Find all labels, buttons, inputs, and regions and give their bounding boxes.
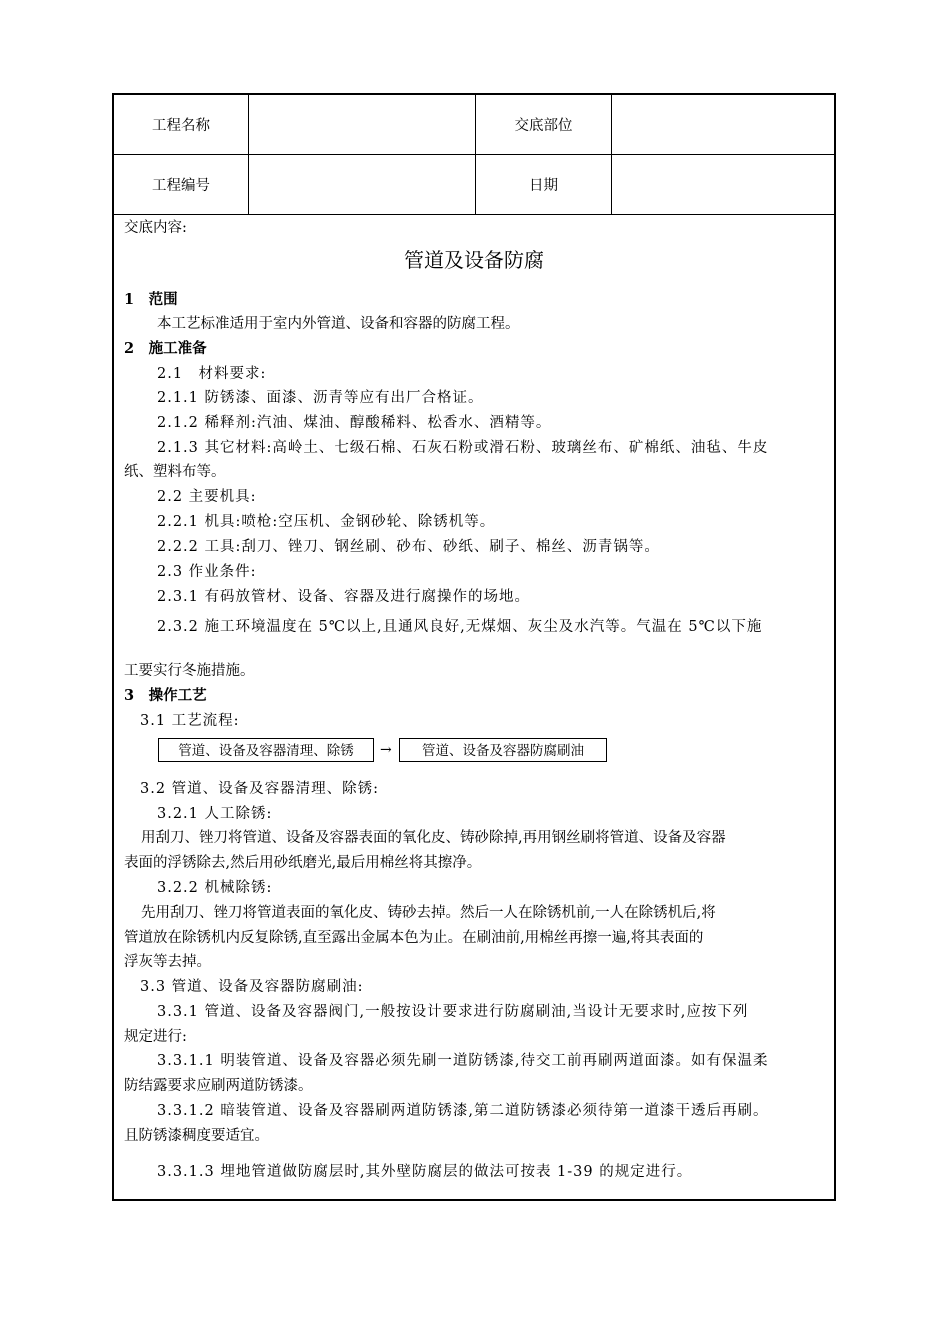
section-2-1-1: 2.1.1 防锈漆、面漆、沥青等应有出厂合格证。 bbox=[157, 390, 484, 406]
section-3-3-1-line2: 规定进行: bbox=[124, 1029, 187, 1045]
section-1-heading: 1 范围 bbox=[124, 291, 178, 308]
section-2-2-1: 2.2.1 机具:喷枪:空压机、金钢砂轮、除锈机等。 bbox=[157, 514, 496, 530]
flow-arrow-icon: → bbox=[380, 742, 392, 758]
project-no-field[interactable] bbox=[249, 155, 476, 214]
section-2-1: 2.1 材料要求: bbox=[157, 366, 267, 382]
section-3-2-1: 3.2.1 人工除锈: bbox=[157, 806, 273, 822]
section-3-2-2-line3: 浮灰等去掉。 bbox=[124, 954, 211, 970]
section-2-heading: 2 施工准备 bbox=[124, 340, 207, 357]
flow-step-painting: 管道、设备及容器防腐刷油 bbox=[399, 738, 607, 762]
section-3-2-1-line2: 表面的浮锈除去,然后用砂纸磨光,最后用棉丝将其擦净。 bbox=[124, 855, 482, 871]
header-row-2 bbox=[114, 155, 834, 215]
section-3-2: 3.2 管道、设备及容器清理、除锈: bbox=[140, 781, 380, 797]
section-3-3-1-3: 3.3.1.3 埋地管道做防腐层时,其外壁防腐层的做法可按表 1-39 的规定进行。 bbox=[157, 1164, 693, 1180]
section-3-3-1-2-line1: 3.3.1.2 暗装管道、设备及容器刷两道防锈漆,第二道防锈漆必须待第一道漆干透后再刷。 bbox=[157, 1103, 769, 1119]
flow-step-cleaning: 管道、设备及容器清理、除锈 bbox=[158, 738, 374, 762]
project-name-field[interactable] bbox=[249, 95, 476, 154]
handover-form bbox=[112, 93, 836, 1201]
section-2-1-2: 2.1.2 稀释剂:汽油、煤油、醇酸稀料、松香水、酒精等。 bbox=[157, 415, 552, 431]
section-2-3: 2.3 作业条件: bbox=[157, 564, 257, 580]
section-3-2-2: 3.2.2 机械除锈: bbox=[157, 880, 273, 896]
date-label: 日期 bbox=[476, 155, 612, 214]
date-field[interactable] bbox=[612, 155, 834, 214]
section-2-1-3-line1: 2.1.3 其它材料:高岭土、七级石棉、石灰石粉或滑石粉、玻璃丝布、矿棉纸、油毡、牛皮 bbox=[157, 440, 769, 456]
section-2-3-2-line1: 2.3.2 施工环境温度在 5℃以上,且通风良好,无煤烟、灰尘及水汽等。气温在 5℃以下施 bbox=[157, 619, 763, 635]
section-2-1-3-line2: 纸、塑料布等。 bbox=[124, 464, 226, 480]
project-no-label: 工程编号 bbox=[114, 155, 249, 214]
handover-part-label: 交底部位 bbox=[476, 95, 612, 154]
section-3-2-1-line1: 用刮刀、锉刀将管道、设备及容器表面的氧化皮、铸砂除掉,再用钢丝刷将管道、设备及容器 bbox=[141, 830, 726, 846]
document-title: 管道及设备防腐 bbox=[404, 248, 544, 272]
intro-label: 交底内容: bbox=[124, 220, 187, 236]
section-3-1: 3.1 工艺流程: bbox=[140, 713, 240, 729]
section-3-3-1-2-line2: 且防锈漆稠度要适宜。 bbox=[124, 1128, 269, 1144]
section-3-3-1-1-line2: 防结露要求应刷两道防锈漆。 bbox=[124, 1078, 313, 1094]
header-row-1 bbox=[114, 95, 834, 155]
section-3-3: 3.3 管道、设备及容器防腐刷油: bbox=[140, 979, 364, 995]
section-3-2-2-line2: 管道放在除锈机内反复除锈,直至露出金属本色为止。在刷油前,用棉丝再擦一遍,将其表面的 bbox=[124, 930, 704, 946]
section-3-3-1-1-line1: 3.3.1.1 明装管道、设备及容器必须先刷一道防锈漆,待交工前再刷两道面漆。如有保温柔 bbox=[157, 1053, 769, 1069]
section-2-2: 2.2 主要机具: bbox=[157, 489, 257, 505]
section-3-heading: 3 操作工艺 bbox=[124, 687, 207, 704]
section-1-text: 本工艺标准适用于室内外管道、设备和容器的防腐工程。 bbox=[157, 316, 520, 332]
section-3-2-2-line1: 先用刮刀、锉刀将管道表面的氧化皮、铸砂去掉。然后一人在除锈机前,一人在除锈机后,将 bbox=[141, 905, 716, 921]
section-2-2-2: 2.2.2 工具:刮刀、锉刀、钢丝刷、砂布、砂纸、刷子、棉丝、沥青锅等。 bbox=[157, 539, 660, 555]
project-name-label: 工程名称 bbox=[114, 95, 249, 154]
section-2-3-1: 2.3.1 有码放管材、设备、容器及进行腐操作的场地。 bbox=[157, 589, 531, 605]
handover-part-field[interactable] bbox=[612, 95, 834, 154]
section-3-3-1-line1: 3.3.1 管道、设备及容器阀门,一般按设计要求进行防腐刷油,当设计无要求时,应按下列 bbox=[157, 1004, 749, 1020]
section-2-3-2-line2: 工要实行冬施措施。 bbox=[124, 663, 255, 679]
